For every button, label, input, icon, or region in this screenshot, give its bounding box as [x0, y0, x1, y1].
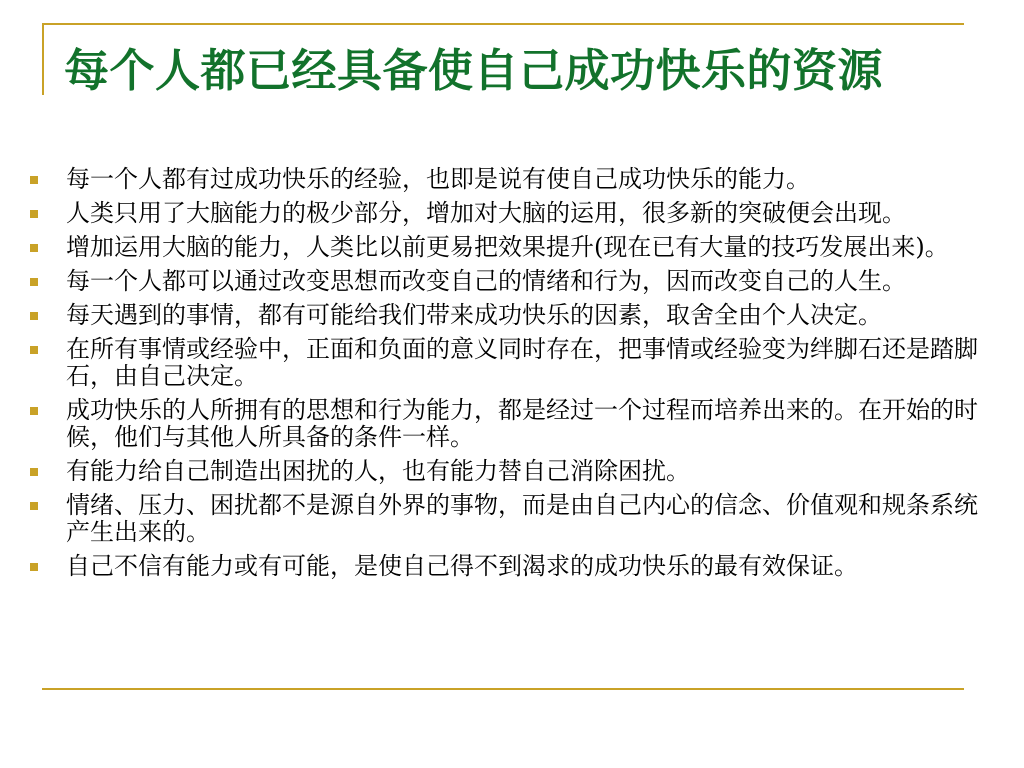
bullet-text: 增加运用大脑的能力，人类比以前更易把效果提升(现在已有大量的技巧发展出来)。 [66, 233, 949, 261]
slide-title: 每个人都已经具备使自己成功快乐的资源 [64, 44, 884, 97]
square-bullet-icon [30, 346, 38, 354]
square-bullet-icon [30, 563, 38, 571]
square-bullet-icon [30, 407, 38, 415]
bullet-item [28, 268, 988, 295]
square-bullet-icon [30, 176, 38, 184]
left-divider-line [42, 23, 44, 95]
square-bullet-icon [30, 312, 38, 320]
square-bullet-icon [30, 210, 38, 218]
bullet-item [28, 166, 988, 193]
bullet-text: 人类只用了大脑能力的极少部分，增加对大脑的运用，很多新的突破便会出现。 [66, 199, 906, 227]
bullet-text: 每天遇到的事情，都有可能给我们带来成功快乐的因素，取舍全由个人决定。 [66, 301, 882, 329]
bullet-item [28, 200, 988, 227]
bullet-text: 情绪、压力、困扰都不是源自外界的事物，而是由自己内心的信念、价值观和规条系统产生出来的。 [66, 491, 978, 546]
bullet-item [28, 302, 988, 329]
bullet-text: 成功快乐的人所拥有的思想和行为能力，都是经过一个过程而培养出来的。在开始的时候，他们与其他人所具备的条件一样。 [66, 396, 978, 451]
bullet-text: 每一个人都有过成功快乐的经验，也即是说有使自己成功快乐的能力。 [66, 165, 810, 193]
square-bullet-icon [30, 244, 38, 252]
bullet-item [28, 336, 988, 390]
bullet-item [28, 553, 988, 580]
bottom-divider-line [42, 688, 964, 690]
square-bullet-icon [30, 278, 38, 286]
bullet-item [28, 458, 988, 485]
bullet-list [28, 166, 988, 587]
bullet-item [28, 397, 988, 451]
bullet-text: 自己不信有能力或有可能，是使自己得不到渴求的成功快乐的最有效保证。 [66, 552, 858, 580]
bullet-text: 在所有事情或经验中，正面和负面的意义同时存在，把事情或经验变为绊脚石还是踏脚石，由自己决定。 [66, 335, 978, 390]
square-bullet-icon [30, 502, 38, 510]
bullet-item [28, 234, 988, 261]
bullet-item [28, 492, 988, 546]
square-bullet-icon [30, 468, 38, 476]
top-divider-line [42, 23, 964, 25]
bullet-text: 每一个人都可以通过改变思想而改变自己的情绪和行为，因而改变自己的人生。 [66, 267, 906, 295]
bullet-text: 有能力给自己制造出困扰的人，也有能力替自己消除困扰。 [66, 457, 690, 485]
